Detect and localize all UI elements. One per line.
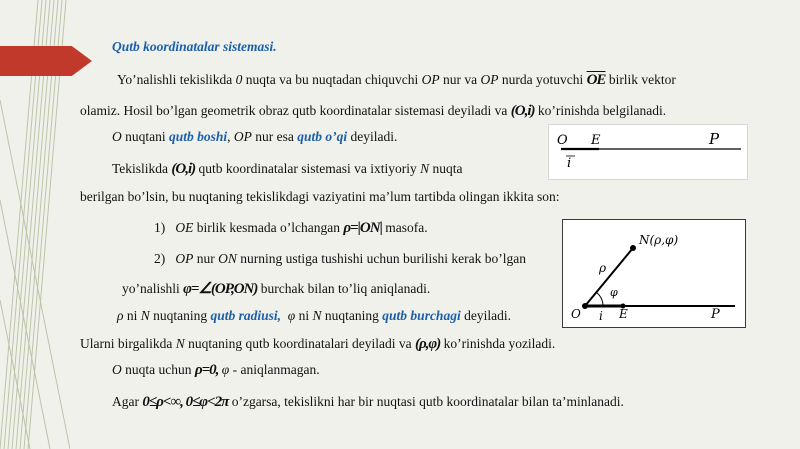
formula-oi-2: (O,i) <box>171 161 196 177</box>
list-item-2-continued: yo’nalishli φ=∠(OP,ON) burchak bilan to’liq aniqlanadi. <box>122 281 431 297</box>
origin-line: O nuqta uchun ρ=0, φ - aniqlanmagan. <box>112 362 320 378</box>
label-n: N(ρ,φ) <box>639 233 679 247</box>
polar-axis-figure <box>548 124 748 180</box>
label-e: E <box>619 307 628 321</box>
term-qutb-boshi: qutb boshi <box>169 129 228 144</box>
polar-coordinates-figure <box>562 219 746 328</box>
label-rho: ρ <box>599 261 607 275</box>
paragraph-line-2: olamiz. Hosil bo’lgan geometrik obraz qutb koordinatalar sistemasi deyiladi va (O,i) ko’rinishda belgilanadi. <box>80 103 667 119</box>
n-point <box>630 245 636 251</box>
term-qutb-radiusi: qutb radiusi, <box>210 308 282 323</box>
label-p: P <box>711 307 720 322</box>
paragraph-line-3: O nuqtani qutb boshi, OP nur esa qutb o’qi deyiladi. <box>112 129 398 144</box>
term-qutb-oqi: qutb o’qi <box>297 129 348 144</box>
formula-rho-phi: (ρ,φ) <box>414 336 441 352</box>
angle-arc <box>596 292 603 306</box>
formula-range: 0≤ρ<∞, 0≤φ<2π <box>142 394 229 410</box>
coordinates-line: Ularni birgalikda N nuqtaning qutb koordinatalari deyiladi va (ρ,φ) ko’rinishda yoziladi. <box>80 336 556 352</box>
range-line: Agar 0≤ρ<∞, 0≤φ<2π o’zgarsa, tekislikni har bir nuqtasi qutb koordinatalar bilan ta’minlanadi. <box>112 394 624 410</box>
paragraph-line-5: berilgan bo’lsin, bu nuqtaning tekislikdagi vaziyatini ma’lum tartibda olingan ikkita son: <box>80 189 560 204</box>
list-item-1: 1) OE birlik kesmada o’lchangan ρ=|ON| masofa. <box>154 220 428 236</box>
axis-label-o: O <box>557 133 568 148</box>
axis-label-e: E <box>591 133 601 148</box>
axis-label-i: i <box>567 156 572 171</box>
definition-line: ρ ni N nuqtaning qutb radiusi, φ ni N nuqtaning qutb burchagi deyiladi. <box>117 308 511 323</box>
origin-point <box>582 303 588 309</box>
formula-rho-zero: ρ=0, <box>194 362 219 378</box>
term-qutb-burchagi: qutb burchagi <box>382 308 461 323</box>
axis-label-p: P <box>709 130 720 148</box>
paragraph-line-1: Yo’nalishli tekislikda 0 nuqta va bu nuqtadan chiquvchi OP nur va OP nurda yotuvchi $\overline{OE}$ birlik vektor <box>117 72 676 88</box>
label-o: O <box>571 307 581 321</box>
paragraph-line-4: Tekislikda (O,i) qutb koordinatalar sistemasi va ixtiyoriy N nuqta <box>112 161 463 177</box>
formula-rho-on: ρ=|ON| <box>343 220 382 236</box>
formula-oi: (O,i) <box>510 103 535 119</box>
title-accent-arrow <box>0 46 92 76</box>
list-item-2: 2) OP nur ON nurning ustiga tushishi uchun burilishi kerak bo’lgan <box>154 251 526 266</box>
formula-oe: $\overline{OE}$ <box>586 72 606 88</box>
label-phi: φ <box>610 286 618 299</box>
formula-phi-angle: φ=∠(OP,ON) <box>183 281 258 297</box>
slide-title: Qutb koordinatalar sistemasi. <box>112 39 277 54</box>
label-i: i <box>599 309 603 323</box>
radius-ray <box>585 248 633 306</box>
